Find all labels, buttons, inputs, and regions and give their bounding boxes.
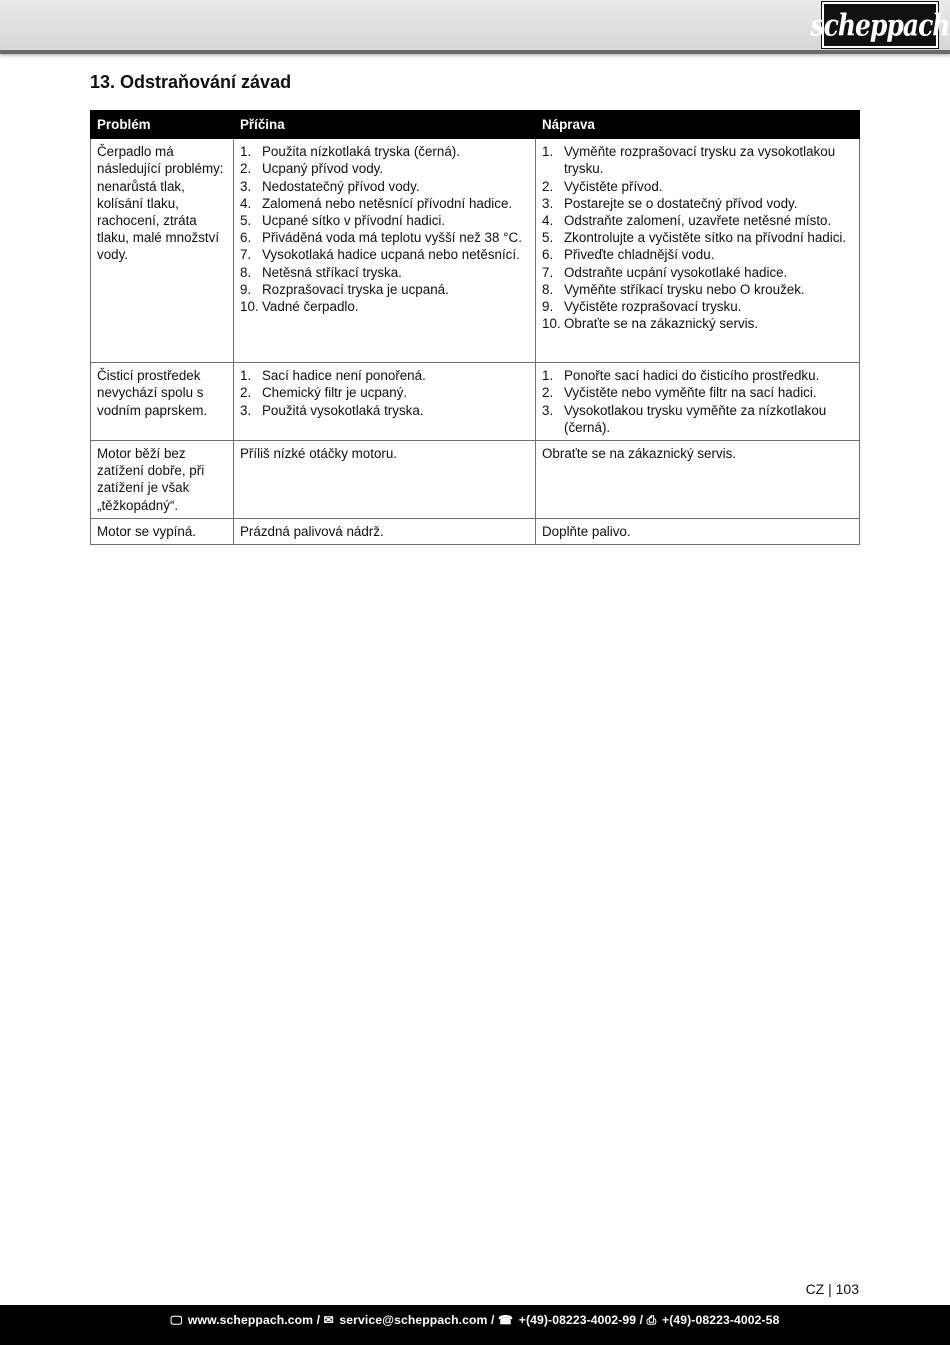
footer-separator: / bbox=[313, 1313, 324, 1327]
list-item: 4. Zalomená nebo netěsnící přívodní hadice. bbox=[240, 195, 513, 211]
table-header-row bbox=[91, 111, 860, 139]
table-row bbox=[91, 441, 860, 519]
list-item: 8. Netěsná stříkací tryska. bbox=[240, 264, 402, 280]
cause-cell bbox=[234, 139, 536, 363]
list-item: 8. Vyměňte stříkací trysku nebo O kroužek. bbox=[542, 281, 805, 297]
footer-website-link[interactable]: www.scheppach.com bbox=[187, 1313, 314, 1327]
footer-fax: +(49)-08223-4002-58 bbox=[662, 1313, 780, 1327]
cause-cell: Příliš nízké otáčky motoru. bbox=[234, 441, 536, 519]
header-problem: Problém bbox=[91, 111, 234, 139]
list-item: 3. Nedostatečný přívod vody. bbox=[240, 178, 420, 194]
troubleshooting-table bbox=[90, 110, 860, 545]
cause-cell: Prázdná palivová nádrž. bbox=[234, 518, 536, 544]
footer-separator: / bbox=[636, 1313, 647, 1327]
list-item: 4. Odstraňte zalomení, uzavřete netěsné místo. bbox=[542, 213, 832, 229]
remedy-cell: Doplňte palivo. bbox=[536, 518, 860, 544]
list-item: 6. Přiveďte chladnější vodu. bbox=[542, 247, 715, 263]
table-row bbox=[91, 363, 860, 441]
list-item: 7. Vysokotlaká hadice ucpaná nebo netěsnící. bbox=[240, 247, 520, 263]
remedy-cell bbox=[536, 139, 860, 363]
remedy-cell bbox=[536, 363, 860, 441]
list-item: 2. Ucpaný přívod vody. bbox=[240, 161, 384, 177]
problem-cell: Motor se vypíná. bbox=[91, 518, 234, 544]
table-row bbox=[91, 518, 860, 544]
list-item: 5. Ucpané sítko v přívodní hadici. bbox=[240, 213, 446, 229]
remedy-cell: Obraťte se na zákaznický servis. bbox=[536, 441, 860, 519]
list-item: 10. Vadné čerpadlo. bbox=[240, 299, 359, 315]
footer-bar bbox=[0, 1305, 950, 1345]
header-remedy: Náprava bbox=[536, 111, 860, 139]
envelope-icon: ✉ bbox=[323, 1313, 334, 1327]
cause-list bbox=[240, 367, 529, 419]
list-item: 3. Vysokotlakou trysku vyměňte za nízkotlakou (černá). bbox=[542, 402, 827, 435]
list-item: 1. Vyměňte rozprašovací trysku za vysokotlakou trysku. bbox=[542, 144, 836, 177]
phone-icon: ☎ bbox=[497, 1313, 514, 1327]
list-item: 2. Chemický filtr je ucpaný. bbox=[240, 385, 408, 401]
table-row bbox=[91, 139, 860, 363]
list-item: 3. Použitá vysokotlaká tryska. bbox=[240, 402, 424, 418]
header-cause: Příčina bbox=[234, 111, 536, 139]
list-item: 2. Vyčistěte nebo vyměňte filtr na sací hadici. bbox=[542, 385, 817, 401]
problem-cell: Čerpadlo má následující problémy: nenarůstá tlak, kolísání tlaku, rachocení, ztráta tlaku, malé množství vody. bbox=[91, 139, 234, 363]
list-item: 1. Sací hadice není ponořená. bbox=[240, 368, 426, 384]
monitor-icon: 🖵 bbox=[170, 1313, 183, 1327]
list-item: 3. Postarejte se o dostatečný přívod vody. bbox=[542, 195, 798, 211]
list-item: 5. Zkontrolujte a vyčistěte sítko na přívodní hadici. bbox=[542, 230, 847, 246]
cause-list bbox=[240, 143, 529, 315]
cause-cell bbox=[234, 363, 536, 441]
remedy-list bbox=[542, 143, 853, 332]
list-item: 1. Použita nízkotlaká tryska (černá). bbox=[240, 144, 460, 160]
list-item: 1. Ponořte sací hadici do čisticího prostředku. bbox=[542, 368, 820, 384]
remedy-list bbox=[542, 367, 853, 436]
scheppach-logo bbox=[810, 2, 950, 48]
list-item: 9. Rozprašovací tryska je ucpaná. bbox=[240, 281, 449, 297]
header-bar bbox=[0, 0, 950, 54]
footer-contact bbox=[0, 1313, 950, 1328]
footer-separator: / bbox=[487, 1313, 498, 1327]
list-item: 9. Vyčistěte rozprašovací trysku. bbox=[542, 299, 742, 315]
footer-phone: +(49)-08223-4002-99 bbox=[518, 1313, 637, 1327]
problem-cell: Čisticí prostředek nevychází spolu s vodním paprskem. bbox=[91, 363, 234, 441]
problem-cell: Motor běží bez zatížení dobře, při zatížení je však „těžkopádný“. bbox=[91, 441, 234, 519]
section-title: 13. Odstraňování závad bbox=[90, 72, 292, 92]
list-item: 10. Obraťte se na zákaznický servis. bbox=[542, 316, 759, 332]
list-item: 7. Odstraňte ucpání vysokotlaké hadice. bbox=[542, 264, 788, 280]
footer-email-link[interactable]: service@scheppach.com bbox=[339, 1313, 488, 1327]
list-item: 2. Vyčistěte přívod. bbox=[542, 178, 663, 194]
fax-icon: ⎙ bbox=[646, 1313, 657, 1327]
page-number: CZ | 103 bbox=[805, 1281, 859, 1297]
logo-text: scheppach bbox=[810, 7, 950, 43]
list-item: 6. Přiváděná voda má teplotu vyšší než 38 °C. bbox=[240, 230, 522, 246]
